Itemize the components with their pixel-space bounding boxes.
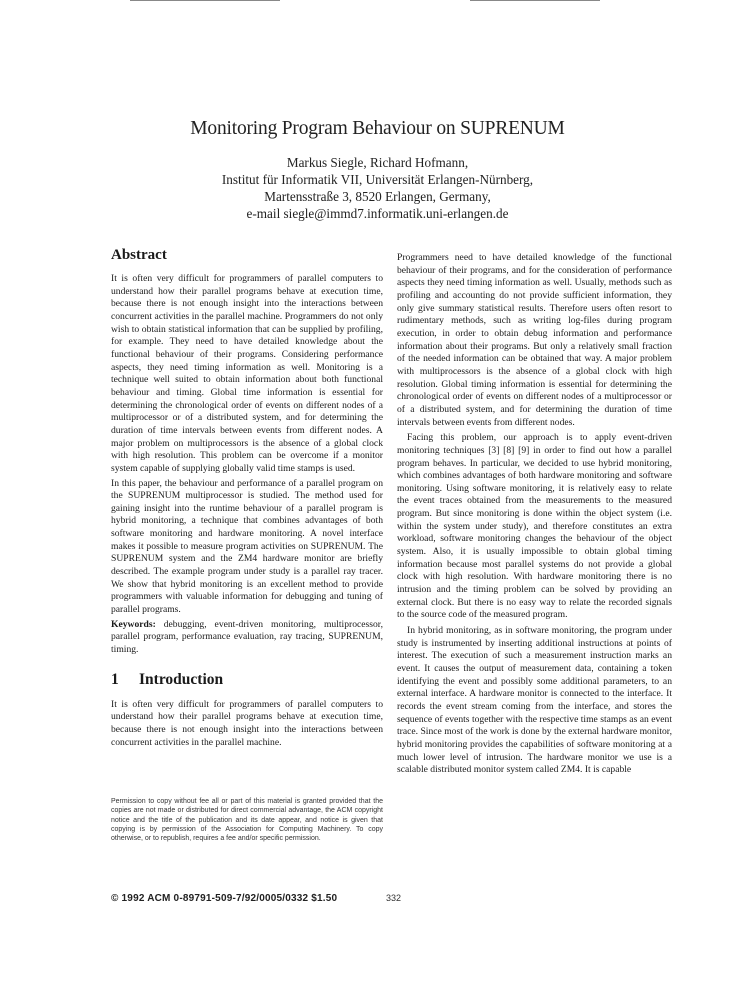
- abstract-paragraph-2: In this paper, the behaviour and performance of a parallel program on the SUPRENUM multiprocessor is studied. The method used for gaining insight into the runtime behaviour of a parallel program is hybrid monitoring, a technique that combines advantages of both software monitoring and hardware monitoring. A novel interface makes it possible to measure program activities on SUPRENUM. The SUPRENUM system and the ZM4 hardware monitor are briefly described. The example program under study is a parallel ray tracer. We show that hybrid monitoring is an excellent method to provide programmers with valuable information for debugging and tuning of parallel programs.: [111, 477, 383, 616]
- left-column: [111, 246, 383, 749]
- right-column: [397, 252, 672, 777]
- abstract-paragraph-1: It is often very difficult for programmers of parallel computers to understand how their parallel programs behave at execution time, because there is not enough insight into the interactions between concurrent activities in the parallel machine. Programmers do not only wish to obtain statistical information that can be supplied by profiling, for example. They need to have detailed knowledge about the functional behaviour of their programs. Considering performance aspects, they need timing information as well. Monitoring is a technique well suited to obtain information about both functional behaviour and timing. Global time information is essential for determining the chronological order of events on different nodes of a multiprocessor or of a distributed system, and for determining the duration of time intervals between events from different nodes. A major problem on multiprocessors is the absence of a global clock with high resolution. This problem can be overcome if a monitor system capable of supplying globally valid time stamps is used.: [111, 273, 383, 474]
- top-rule-left: [130, 0, 280, 1]
- footer-copyright-line: © 1992 ACM 0-89791-509-7/92/0005/0332 $1.50: [111, 893, 338, 904]
- keywords: [111, 619, 383, 657]
- keywords-text: debugging, event-driven monitoring, multiprocessor, parallel program, performance evaluation, ray tracing, SUPRENUM, timing.: [111, 618, 383, 656]
- author-email: e-mail siegle@immd7.informatik.uni-erlangen.de: [246, 206, 509, 221]
- introduction-heading: [111, 671, 383, 689]
- author-address: Martensstraße 3, 8520 Erlangen, Germany,: [264, 189, 491, 204]
- right-paragraph-1: Programmers need to have detailed knowledge of the functional behaviour of their programs, and for the consideration of performance aspects they need timing information as well. Usually, methods such as profiling and accounting do not provide sufficient information, they only give summary statistical results. Therefore users often resort to rudimentary methods, such as writing log-files during program execution, in order to obtain debug information and performance information about their programs. But only a relatively small fraction of the needed information can be obtained that way. A major problem with multiprocessors is the absence of a global clock with high resolution. Global timing information is essential for determining the chronological order of events on different nodes of a multiprocessor or of a distributed system, and for determining the duration of time intervals between events from different nodes.: [397, 252, 672, 428]
- page-number: 332: [386, 893, 402, 903]
- abstract-heading: Abstract: [111, 247, 167, 263]
- author-names: Markus Siegle, Richard Hofmann,: [286, 155, 469, 170]
- page-title: Monitoring Program Behaviour on SUPRENUM: [190, 118, 565, 139]
- keywords-label: Keywords:: [111, 618, 156, 630]
- section-title: Introduction: [139, 670, 224, 688]
- author-affiliation: Institut für Informatik VII, Universität Erlangen-Nürnberg,: [221, 172, 534, 187]
- author-block: [0, 154, 755, 222]
- right-paragraph-3: In hybrid monitoring, as in software monitoring, the program under study is instrumented by inserting additional instructions at points of interest. The execution of such a measurement instruction marks an event. It causes the output of measurement data, containing a token identifying the event and possibly some additional parameters, to an external interface. A hardware monitor is connected to the interface. It records the event stream coming from the interface, and stores the sequence of events together with the respective time stamps as an event trace. Since most of the work is done by the external hardware monitor, hybrid monitoring provides the capabilities of software monitoring at a much lower level of intrusion. The hardware monitor we use is a scalable distributed monitor system called ZM4. It is capable: [397, 625, 672, 776]
- top-rule-right: [470, 0, 600, 1]
- introduction-paragraph-1: It is often very difficult for programmers of parallel computers to understand how their parallel programs behave at execution time, because there is not enough insight into the interactions between concurrent activities in the parallel machine.: [111, 698, 383, 748]
- section-number: 1: [111, 670, 119, 688]
- right-paragraph-2: Facing this problem, our approach is to apply event-driven monitoring techniques [3] [8] [9] in order to find out how a parallel program behaves. In particular, we decided to use hybrid monitoring, which combines advantages of both hardware monitoring and software monitoring. Using software monitoring, it is relatively easy to relate the event traces obtained from the measurements to the measured program. But since monitoring is done within the object system (i.e. within the system under study), and therefore constitutes an extra workload, software monitoring changes the behaviour of the object system. Also, it is usually impossible to obtain global timing information because most parallel systems do not provide a global clock with high resolution. With hardware monitoring there is no intrusion and the timing problem can be solved by providing an external clock. But there is no easy way to relate the recorded signals to the source code of the measured program.: [397, 432, 672, 621]
- copyright-note: Permission to copy without fee all or part of this material is granted provided that the copies are not made or distributed for direct commercial advantage, the ACM copyright notice and the title of the publication and its date appear, and notice is given that copying is by permission of the Association for Computing Machinery. To copy otherwise, or to republish, requires a fee and/or specific permission.: [111, 798, 383, 843]
